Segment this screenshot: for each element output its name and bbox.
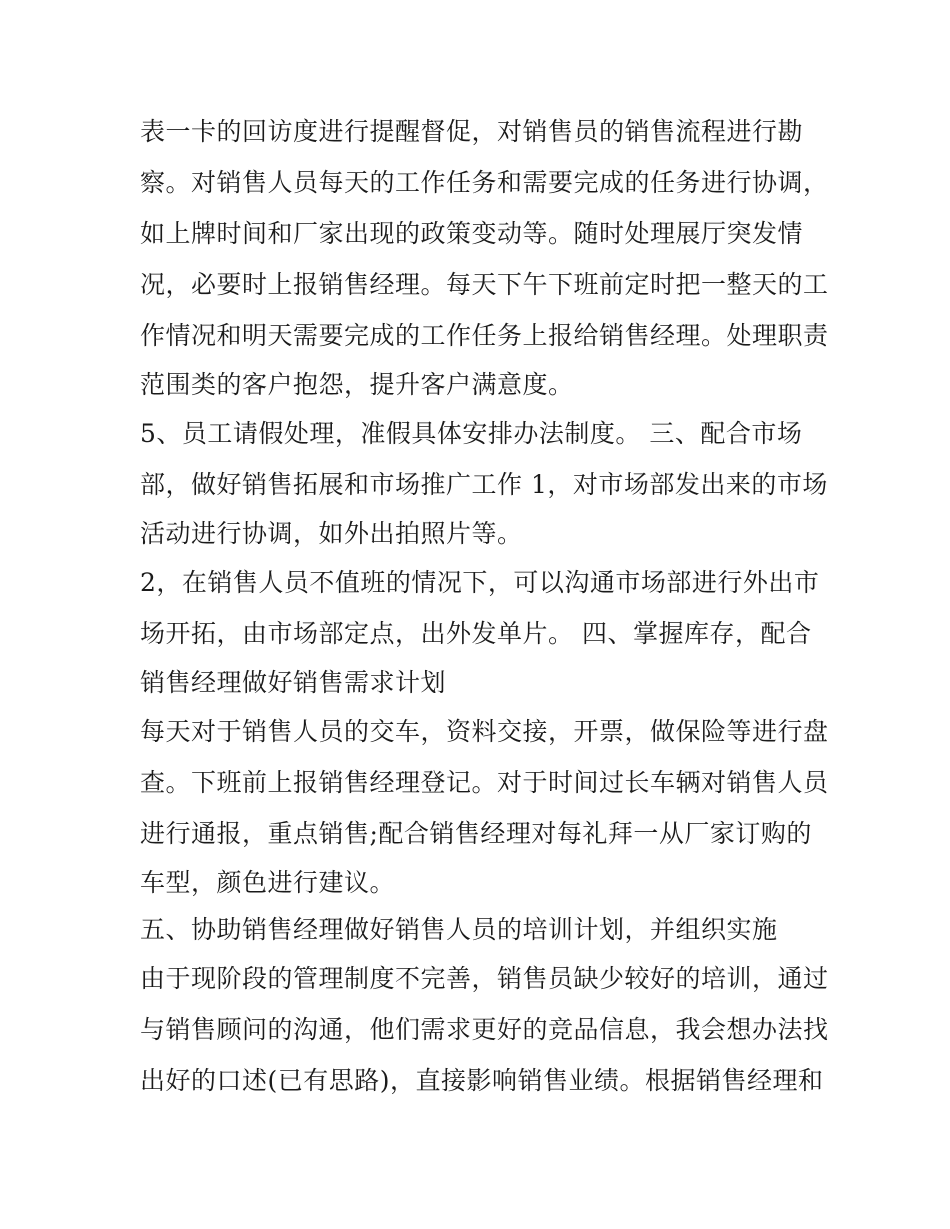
- text-line: 察。对销售人员每天的工作任务和需要完成的任务进行协调，: [140, 168, 829, 197]
- text-line: 车型，颜色进行建议。: [140, 868, 396, 897]
- text-line: 作情况和明天需要完成的工作任务上报给销售经理。处理职责: [140, 321, 829, 350]
- text-line: 出好的口述(已有思路)，直接影响销售业绩。根据销售经理和: [140, 1066, 824, 1095]
- text-line: 范围类的客户抱怨，提升客户满意度。: [140, 370, 574, 399]
- text-line: 如上牌时间和厂家出现的政策变动等。随时处理展厅突发情: [140, 219, 804, 248]
- text-line: 五、协助销售经理做好销售人员的培训计划，并组织实施: [140, 915, 778, 944]
- document-body: [140, 106, 829, 1106]
- text-line: 表一卡的回访度进行提醒督促，对销售员的销售流程进行勘: [140, 117, 804, 146]
- text-line: 5、员工请假处理，准假具体安排办法制度。 三、配合市场: [140, 419, 803, 448]
- text-line: 销售经理做好销售需求计划: [140, 668, 447, 697]
- text-line: 由于现阶段的管理制度不完善，销售员缺少较好的培训，通过: [140, 964, 829, 993]
- text-line: 部，做好销售拓展和市场推广工作 1，对市场部发出来的市场: [140, 470, 828, 499]
- text-line: 每天对于销售人员的交车，资料交接，开票，做保险等进行盘: [140, 717, 829, 746]
- text-line: 况，必要时上报销售经理。每天下午下班前定时把一整天的工: [140, 270, 829, 299]
- text-line: 查。下班前上报销售经理登记。对于时间过长车辆对销售人员: [140, 768, 829, 797]
- text-line: 场开拓，由市场部定点，出外发单片。 四、掌握库存，配合: [140, 619, 812, 648]
- text-line: 活动进行协调，如外出拍照片等。: [140, 519, 523, 548]
- text-line: 与销售顾问的沟通，他们需求更好的竞品信息，我会想办法找: [140, 1015, 829, 1044]
- text-line: 进行通报，重点销售;配合销售经理对每礼拜一从厂家订购的: [140, 819, 812, 848]
- text-line: 2，在销售人员不值班的情况下，可以沟通市场部进行外出市: [140, 568, 820, 597]
